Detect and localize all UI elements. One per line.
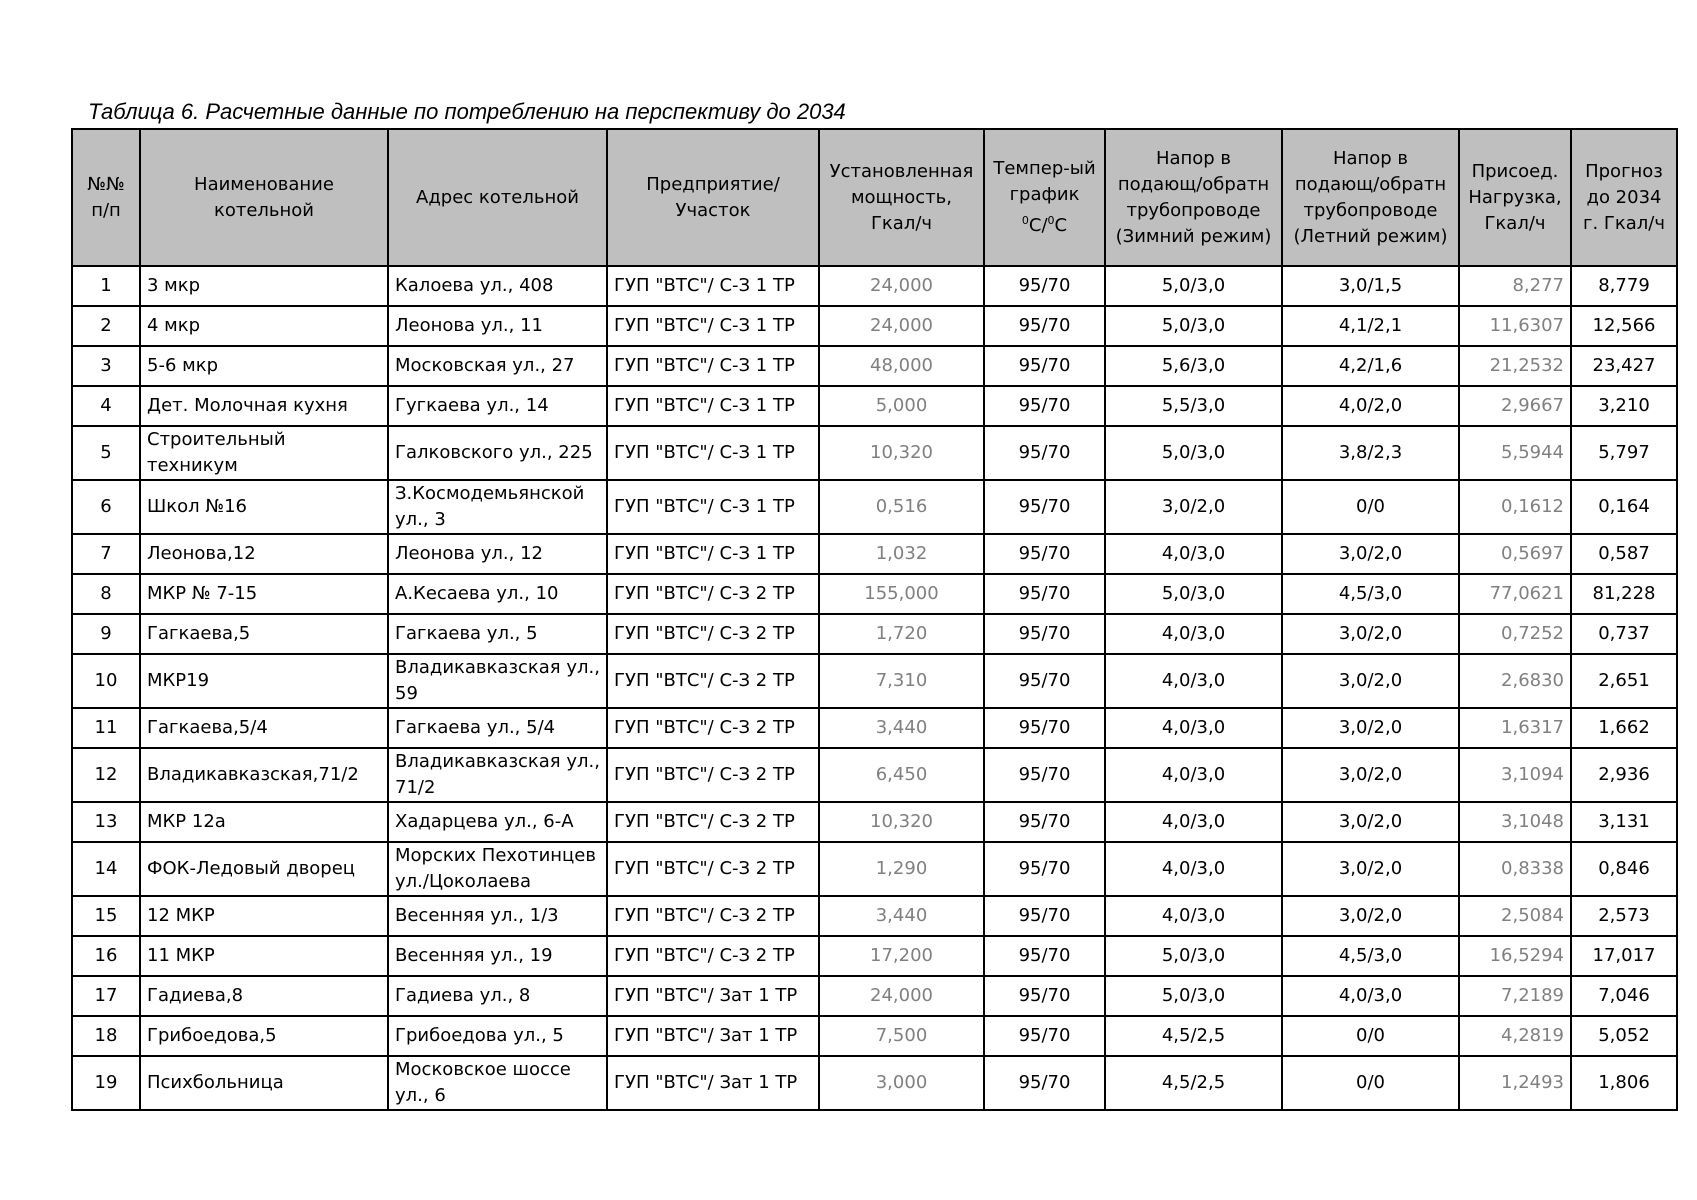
cell-name: Гагкаева,5/4: [140, 708, 388, 748]
cell-capacity: 7,310: [819, 654, 984, 708]
cell-load: 4,2819: [1459, 1016, 1571, 1056]
cell-capacity: 24,000: [819, 306, 984, 346]
cell-capacity: 155,000: [819, 574, 984, 614]
cell-enterprise: ГУП "ВТС"/ С-З 2 ТР: [607, 802, 819, 842]
cell-temp: 95/70: [984, 266, 1105, 306]
cell-pressure-winter: 4,0/3,0: [1105, 614, 1282, 654]
table-row: [72, 534, 1677, 574]
cell-address: Леонова ул., 11: [388, 306, 607, 346]
header-enterprise: Предприятие/ Участок: [607, 129, 819, 266]
cell-pressure-summer: 3,0/1,5: [1282, 266, 1459, 306]
cell-name: МКР 12а: [140, 802, 388, 842]
cell-forecast: 1,806: [1571, 1056, 1677, 1110]
header-capacity: Установленная мощность, Гкал/ч: [819, 129, 984, 266]
cell-load: 5,5944: [1459, 426, 1571, 480]
cell-load: 0,8338: [1459, 842, 1571, 896]
cell-load: 0,1612: [1459, 480, 1571, 534]
cell-load: 8,277: [1459, 266, 1571, 306]
cell-num: 8: [72, 574, 140, 614]
header-temp-sup2: 0: [1047, 214, 1055, 227]
cell-num: 13: [72, 802, 140, 842]
cell-forecast: 2,936: [1571, 748, 1677, 802]
cell-load: 2,6830: [1459, 654, 1571, 708]
cell-name: МКР № 7-15: [140, 574, 388, 614]
cell-enterprise: ГУП "ВТС"/ Зат 1 ТР: [607, 1016, 819, 1056]
cell-load: 7,2189: [1459, 976, 1571, 1016]
cell-pressure-summer: 4,0/3,0: [1282, 976, 1459, 1016]
cell-pressure-summer: 3,8/2,3: [1282, 426, 1459, 480]
cell-pressure-winter: 4,0/3,0: [1105, 842, 1282, 896]
cell-address: Грибоедова ул., 5: [388, 1016, 607, 1056]
cell-enterprise: ГУП "ВТС"/ С-З 1 ТР: [607, 480, 819, 534]
table-row: [72, 614, 1677, 654]
cell-num: 5: [72, 426, 140, 480]
cell-name: Психбольница: [140, 1056, 388, 1110]
cell-capacity: 17,200: [819, 936, 984, 976]
cell-load: 0,7252: [1459, 614, 1571, 654]
cell-pressure-summer: 3,0/2,0: [1282, 614, 1459, 654]
cell-forecast: 23,427: [1571, 346, 1677, 386]
cell-pressure-winter: 5,0/3,0: [1105, 306, 1282, 346]
cell-load: 0,5697: [1459, 534, 1571, 574]
cell-load: 1,6317: [1459, 708, 1571, 748]
cell-num: 9: [72, 614, 140, 654]
cell-temp: 95/70: [984, 480, 1105, 534]
cell-num: 12: [72, 748, 140, 802]
cell-pressure-summer: 3,0/2,0: [1282, 708, 1459, 748]
table-row: [72, 896, 1677, 936]
cell-enterprise: ГУП "ВТС"/ С-З 1 ТР: [607, 346, 819, 386]
cell-name: Грибоедова,5: [140, 1016, 388, 1056]
cell-name: Строительный техникум: [140, 426, 388, 480]
cell-temp: 95/70: [984, 842, 1105, 896]
cell-address: Калоева ул., 408: [388, 266, 607, 306]
table-row: [72, 654, 1677, 708]
cell-address: Весенняя ул., 1/3: [388, 896, 607, 936]
cell-name: Дет. Молочная кухня: [140, 386, 388, 426]
cell-name: Леонова,12: [140, 534, 388, 574]
cell-name: Школ №16: [140, 480, 388, 534]
cell-temp: 95/70: [984, 386, 1105, 426]
cell-pressure-winter: 4,5/2,5: [1105, 1056, 1282, 1110]
cell-pressure-winter: 4,0/3,0: [1105, 896, 1282, 936]
cell-load: 2,9667: [1459, 386, 1571, 426]
table-row: [72, 708, 1677, 748]
cell-forecast: 5,797: [1571, 426, 1677, 480]
cell-pressure-summer: 4,5/3,0: [1282, 936, 1459, 976]
cell-pressure-summer: 4,1/2,1: [1282, 306, 1459, 346]
cell-capacity: 3,440: [819, 896, 984, 936]
cell-pressure-summer: 3,0/2,0: [1282, 896, 1459, 936]
table-caption: Таблица 6. Расчетные данные по потреблению на перспективу до 2034: [88, 99, 846, 124]
cell-num: 15: [72, 896, 140, 936]
cell-load: 1,2493: [1459, 1056, 1571, 1110]
cell-name: Гадиева,8: [140, 976, 388, 1016]
cell-capacity: 0,516: [819, 480, 984, 534]
cell-load: 21,2532: [1459, 346, 1571, 386]
header-temp-suffix: С: [1054, 215, 1068, 236]
cell-forecast: 1,662: [1571, 708, 1677, 748]
cell-forecast: 5,052: [1571, 1016, 1677, 1056]
cell-enterprise: ГУП "ВТС"/ С-З 1 ТР: [607, 266, 819, 306]
cell-temp: 95/70: [984, 574, 1105, 614]
cell-pressure-summer: 4,2/1,6: [1282, 346, 1459, 386]
header-pressure-winter: Напор в подающ/обратн трубопроводе (Зимний режим): [1105, 129, 1282, 266]
cell-forecast: 2,651: [1571, 654, 1677, 708]
cell-enterprise: ГУП "ВТС"/ С-З 2 ТР: [607, 936, 819, 976]
cell-temp: 95/70: [984, 802, 1105, 842]
cell-pressure-winter: 4,0/3,0: [1105, 802, 1282, 842]
cell-name: МКР19: [140, 654, 388, 708]
cell-pressure-winter: 5,0/3,0: [1105, 426, 1282, 480]
header-temp-graph: [984, 129, 1105, 266]
cell-address: Гугкаева ул., 14: [388, 386, 607, 426]
table-row: [72, 976, 1677, 1016]
header-row: [72, 129, 1677, 266]
cell-capacity: 7,500: [819, 1016, 984, 1056]
cell-forecast: 0,164: [1571, 480, 1677, 534]
cell-name: 5-6 мкр: [140, 346, 388, 386]
cell-forecast: 0,587: [1571, 534, 1677, 574]
cell-num: 3: [72, 346, 140, 386]
cell-num: 14: [72, 842, 140, 896]
cell-enterprise: ГУП "ВТС"/ С-З 2 ТР: [607, 574, 819, 614]
cell-temp: 95/70: [984, 306, 1105, 346]
cell-forecast: 8,779: [1571, 266, 1677, 306]
cell-address: А.Кесаева ул., 10: [388, 574, 607, 614]
cell-forecast: 12,566: [1571, 306, 1677, 346]
table-row: [72, 480, 1677, 534]
cell-name: Гагкаева,5: [140, 614, 388, 654]
table-row: [72, 346, 1677, 386]
cell-pressure-winter: 5,0/3,0: [1105, 574, 1282, 614]
cell-load: 16,5294: [1459, 936, 1571, 976]
cell-enterprise: ГУП "ВТС"/ Зат 1 ТР: [607, 976, 819, 1016]
cell-address: Московское шоссе ул., 6: [388, 1056, 607, 1110]
cell-pressure-winter: 5,0/3,0: [1105, 936, 1282, 976]
cell-pressure-winter: 5,0/3,0: [1105, 266, 1282, 306]
cell-address: Гадиева ул., 8: [388, 976, 607, 1016]
cell-address: Морских Пехотинцев ул./Цоколаева: [388, 842, 607, 896]
table-row: [72, 802, 1677, 842]
table-row: [72, 842, 1677, 896]
table-row: [72, 266, 1677, 306]
table-row: [72, 1016, 1677, 1056]
cell-pressure-summer: 3,0/2,0: [1282, 534, 1459, 574]
cell-temp: 95/70: [984, 708, 1105, 748]
cell-pressure-summer: 0/0: [1282, 1056, 1459, 1110]
cell-pressure-winter: 4,0/3,0: [1105, 708, 1282, 748]
table-row: [72, 748, 1677, 802]
cell-address: Гагкаева ул., 5/4: [388, 708, 607, 748]
cell-pressure-winter: 4,0/3,0: [1105, 534, 1282, 574]
cell-pressure-summer: 3,0/2,0: [1282, 748, 1459, 802]
cell-enterprise: ГУП "ВТС"/ С-З 2 ТР: [607, 896, 819, 936]
cell-address: Владикавказская ул., 71/2: [388, 748, 607, 802]
cell-num: 7: [72, 534, 140, 574]
cell-enterprise: ГУП "ВТС"/ С-З 2 ТР: [607, 614, 819, 654]
cell-capacity: 5,000: [819, 386, 984, 426]
cell-forecast: 3,210: [1571, 386, 1677, 426]
cell-pressure-summer: 3,0/2,0: [1282, 842, 1459, 896]
cell-capacity: 10,320: [819, 426, 984, 480]
header-name: Наименование котельной: [140, 129, 388, 266]
cell-temp: 95/70: [984, 1016, 1105, 1056]
cell-address: Московская ул., 27: [388, 346, 607, 386]
cell-temp: 95/70: [984, 896, 1105, 936]
cell-num: 16: [72, 936, 140, 976]
cell-address: Хадарцева ул., 6-А: [388, 802, 607, 842]
cell-address: Леонова ул., 12: [388, 534, 607, 574]
cell-enterprise: ГУП "ВТС"/ С-З 2 ТР: [607, 842, 819, 896]
table-row: [72, 306, 1677, 346]
cell-address: Владикавказская ул., 59: [388, 654, 607, 708]
cell-load: 11,6307: [1459, 306, 1571, 346]
cell-pressure-winter: 5,6/3,0: [1105, 346, 1282, 386]
cell-pressure-winter: 4,0/3,0: [1105, 654, 1282, 708]
cell-temp: 95/70: [984, 426, 1105, 480]
cell-forecast: 0,737: [1571, 614, 1677, 654]
header-num: №№ п/п: [72, 129, 140, 266]
table-row: [72, 574, 1677, 614]
cell-temp: 95/70: [984, 534, 1105, 574]
cell-temp: 95/70: [984, 614, 1105, 654]
cell-capacity: 6,450: [819, 748, 984, 802]
cell-name: 3 мкр: [140, 266, 388, 306]
cell-forecast: 2,573: [1571, 896, 1677, 936]
cell-address: Весенняя ул., 19: [388, 936, 607, 976]
cell-capacity: 1,290: [819, 842, 984, 896]
cell-forecast: 7,046: [1571, 976, 1677, 1016]
cell-capacity: 3,000: [819, 1056, 984, 1110]
cell-temp: 95/70: [984, 1056, 1105, 1110]
cell-num: 4: [72, 386, 140, 426]
cell-forecast: 17,017: [1571, 936, 1677, 976]
consumption-table: [71, 128, 1678, 1111]
cell-num: 17: [72, 976, 140, 1016]
cell-num: 18: [72, 1016, 140, 1056]
cell-temp: 95/70: [984, 936, 1105, 976]
header-temp-mid: С/: [1028, 215, 1048, 236]
cell-capacity: 10,320: [819, 802, 984, 842]
cell-temp: 95/70: [984, 748, 1105, 802]
cell-capacity: 3,440: [819, 708, 984, 748]
cell-address: З.Космодемьянской ул., 3: [388, 480, 607, 534]
cell-enterprise: ГУП "ВТС"/ С-З 2 ТР: [607, 748, 819, 802]
cell-num: 6: [72, 480, 140, 534]
cell-pressure-summer: 3,0/2,0: [1282, 802, 1459, 842]
header-load: Присоед. Нагрузка, Гкал/ч: [1459, 129, 1571, 266]
cell-forecast: 0,846: [1571, 842, 1677, 896]
cell-pressure-summer: 0/0: [1282, 480, 1459, 534]
cell-pressure-winter: 4,0/3,0: [1105, 748, 1282, 802]
cell-enterprise: ГУП "ВТС"/ С-З 1 ТР: [607, 306, 819, 346]
cell-pressure-summer: 3,0/2,0: [1282, 654, 1459, 708]
cell-pressure-summer: 4,5/3,0: [1282, 574, 1459, 614]
cell-capacity: 24,000: [819, 976, 984, 1016]
cell-pressure-winter: 5,5/3,0: [1105, 386, 1282, 426]
cell-name: ФОК-Ледовый дворец: [140, 842, 388, 896]
cell-name: 12 МКР: [140, 896, 388, 936]
cell-pressure-winter: 4,5/2,5: [1105, 1016, 1282, 1056]
cell-temp: 95/70: [984, 654, 1105, 708]
cell-enterprise: ГУП "ВТС"/ С-З 2 ТР: [607, 654, 819, 708]
cell-name: 11 МКР: [140, 936, 388, 976]
cell-pressure-winter: 3,0/2,0: [1105, 480, 1282, 534]
cell-capacity: 1,720: [819, 614, 984, 654]
header-temp-sup1: 0: [1021, 214, 1029, 227]
table-row: [72, 1056, 1677, 1110]
cell-temp: 95/70: [984, 976, 1105, 1016]
cell-load: 3,1094: [1459, 748, 1571, 802]
cell-capacity: 1,032: [819, 534, 984, 574]
cell-num: 19: [72, 1056, 140, 1110]
cell-address: Гагкаева ул., 5: [388, 614, 607, 654]
cell-enterprise: ГУП "ВТС"/ С-З 2 ТР: [607, 708, 819, 748]
cell-load: 2,5084: [1459, 896, 1571, 936]
cell-enterprise: ГУП "ВТС"/ С-З 1 ТР: [607, 534, 819, 574]
cell-load: 77,0621: [1459, 574, 1571, 614]
cell-capacity: 48,000: [819, 346, 984, 386]
header-address: Адрес котельной: [388, 129, 607, 266]
cell-num: 2: [72, 306, 140, 346]
cell-num: 11: [72, 708, 140, 748]
header-pressure-summer: Напор в подающ/обратн трубопроводе (Летний режим): [1282, 129, 1459, 266]
cell-load: 3,1048: [1459, 802, 1571, 842]
cell-pressure-summer: 4,0/2,0: [1282, 386, 1459, 426]
cell-name: Владикавказская,71/2: [140, 748, 388, 802]
header-forecast: Прогноз до 2034 г. Гкал/ч: [1571, 129, 1677, 266]
cell-address: Галковского ул., 225: [388, 426, 607, 480]
cell-pressure-winter: 5,0/3,0: [1105, 976, 1282, 1016]
table-row: [72, 936, 1677, 976]
cell-temp: 95/70: [984, 346, 1105, 386]
cell-forecast: 3,131: [1571, 802, 1677, 842]
cell-forecast: 81,228: [1571, 574, 1677, 614]
cell-num: 10: [72, 654, 140, 708]
cell-pressure-summer: 0/0: [1282, 1016, 1459, 1056]
table-row: [72, 386, 1677, 426]
cell-enterprise: ГУП "ВТС"/ Зат 1 ТР: [607, 1056, 819, 1110]
cell-capacity: 24,000: [819, 266, 984, 306]
cell-num: 1: [72, 266, 140, 306]
header-temp-prefix: Темпер-ый график: [993, 158, 1096, 205]
cell-enterprise: ГУП "ВТС"/ С-З 1 ТР: [607, 426, 819, 480]
cell-name: 4 мкр: [140, 306, 388, 346]
cell-enterprise: ГУП "ВТС"/ С-З 1 ТР: [607, 386, 819, 426]
table-row: [72, 426, 1677, 480]
